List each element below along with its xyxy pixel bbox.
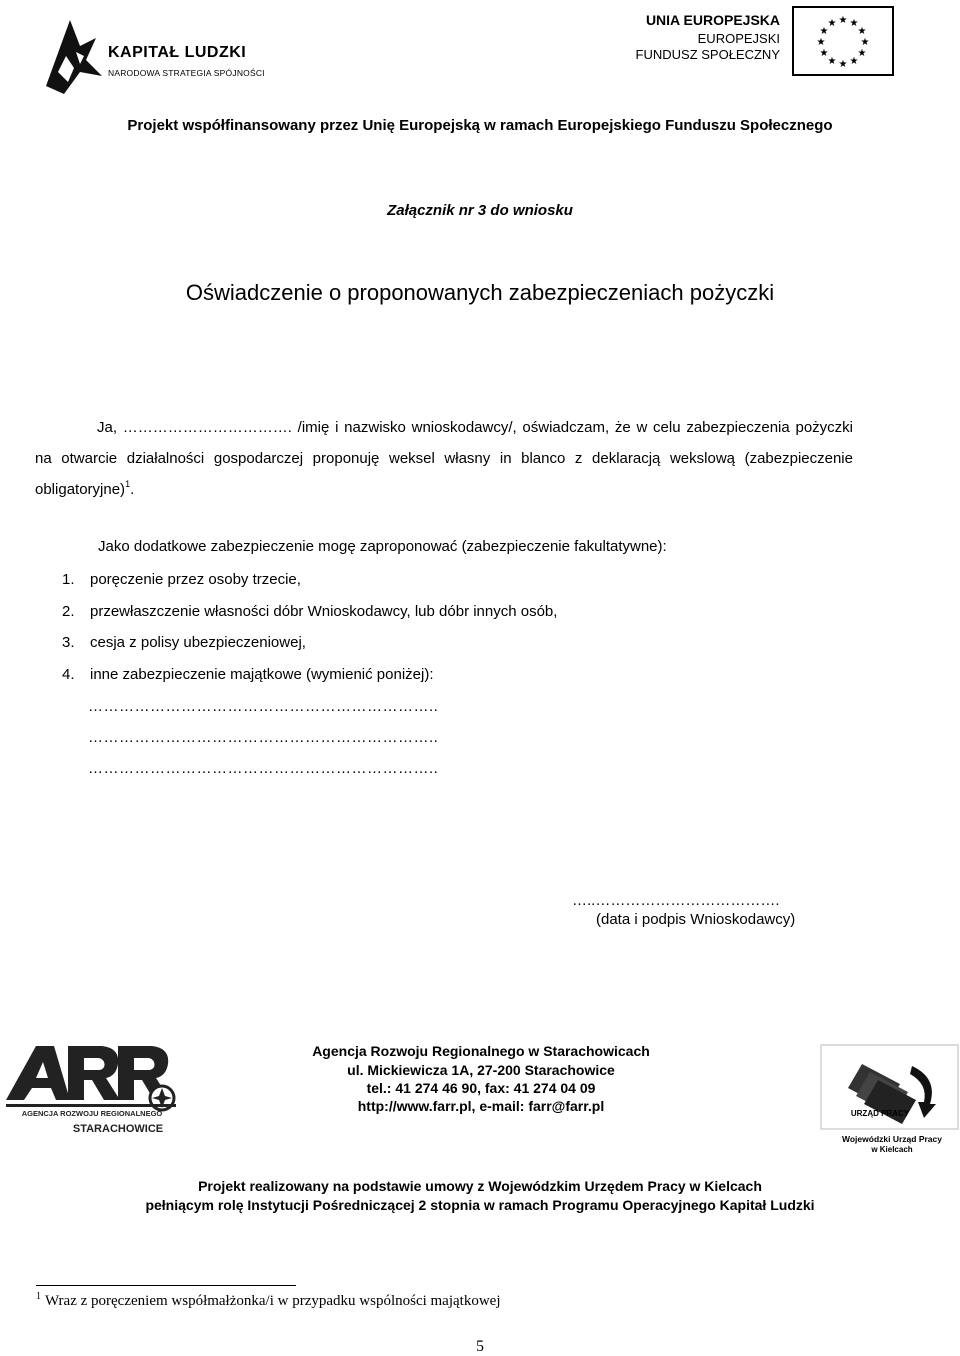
kapital-ludzki-subtitle: NARODOWA STRATEGIA SPÓJNOŚCI <box>108 68 265 78</box>
svg-text:★: ★ <box>860 37 870 48</box>
agency-name: Agencja Rozwoju Regionalnego w Starachowicach <box>312 1043 650 1059</box>
agency-phone: tel.: 41 274 46 90, fax: 41 274 04 09 <box>366 1080 596 1096</box>
svg-text:★: ★ <box>838 15 848 26</box>
fill-in-line: ………………………………………………………….. <box>88 729 439 746</box>
footnote-text: Wraz z poręczeniem współmałżonka/i w przypadku wspólności majątkowej <box>45 1293 501 1309</box>
wup-logo-label: URZĄD PRACY <box>850 1109 910 1118</box>
fill-in-line: ………………………………………………………….. <box>88 760 439 777</box>
declaration-text: Ja, ……………………………. /imię i nazwisko wnioskodawcy/, oświadczam, że w celu zabezpieczenia pożyczki na otwarcie działalności gospodarczej proponuję weksel własny in blanco z deklaracją wekslową (zabezpieczenie obligatoryjne) <box>35 419 853 498</box>
arr-logo-city: STARACHOWICE <box>72 1123 164 1135</box>
footnote <box>36 1293 501 1310</box>
svg-text:★: ★ <box>849 56 859 67</box>
footnote-separator <box>36 1285 296 1286</box>
svg-text:★: ★ <box>849 18 859 29</box>
page-number: 5 <box>476 1338 484 1355</box>
svg-text:★: ★ <box>827 18 837 29</box>
attachment-label: Załącznik nr 3 do wniosku <box>387 202 573 219</box>
wup-logo-name: Wojewódzki Urząd Pracy <box>842 1134 942 1144</box>
declaration-paragraph <box>35 412 853 505</box>
list-item: 4. inne zabezpieczenie majątkowe (wymienić poniżej): <box>62 666 434 683</box>
signature-label: (data i podpis Wnioskodawcy) <box>596 911 796 928</box>
wup-logo <box>820 1044 960 1156</box>
footnote-number: 1 <box>36 1291 41 1302</box>
project-realized-line2: pełniącym rolę Instytucji Pośredniczącej 2 stopnia w ramach Programu Operacyjnego Kapitał Ludzki <box>145 1197 815 1213</box>
ue-fund-line2: FUNDUSZ SPOŁECZNY <box>635 47 780 62</box>
project-cofinancing-line: Projekt współfinansowany przez Unię Europejską w ramach Europejskiego Funduszu Społecznego <box>127 117 833 134</box>
eu-flag-icon <box>792 6 894 76</box>
agency-web: http://www.farr.pl, e-mail: farr@farr.pl <box>357 1098 605 1114</box>
svg-text:★: ★ <box>838 59 848 70</box>
svg-text:★: ★ <box>819 26 829 37</box>
optional-security-intro: Jako dodatkowe zabezpieczenie mogę zaproponować (zabezpieczenie fakultatywne): <box>98 538 667 555</box>
list-item: 3. cesja z polisy ubezpieczeniowej, <box>62 634 306 651</box>
agency-address: ul. Mickiewicza 1A, 27-200 Starachowice <box>347 1062 615 1078</box>
svg-text:★: ★ <box>857 48 867 59</box>
ue-title: UNIA EUROPEJSKA <box>645 12 780 28</box>
wup-logo-city: w Kielcach <box>871 1145 913 1154</box>
svg-text:★: ★ <box>819 48 829 59</box>
signature-line: …..………………………………. <box>572 892 780 909</box>
kapital-ludzki-name: KAPITAŁ LUDZKI <box>108 44 247 61</box>
svg-text:★: ★ <box>816 37 826 48</box>
fill-in-line: ………………………………………………………….. <box>88 698 439 715</box>
arr-logo <box>2 1040 182 1136</box>
arr-logo-text: AGENCJA ROZWOJU REGIONALNEGO <box>21 1109 163 1118</box>
project-realized-line1: Projekt realizowany na podstawie umowy z Wojewódzkim Urzędem Pracy w Kielcach <box>198 1178 762 1194</box>
svg-text:★: ★ <box>827 56 837 67</box>
ue-fund-line1: EUROPEJSKI <box>697 31 780 46</box>
footnote-reference: 1 <box>125 479 131 489</box>
list-item: 1. poręczenie przez osoby trzecie, <box>62 571 301 588</box>
document-title: Oświadczenie o proponowanych zabezpieczeniach pożyczki <box>185 280 775 305</box>
declaration-end: . <box>130 481 135 498</box>
list-item: 2. przewłaszczenie własności dóbr Wnioskodawcy, lub dóbr innych osób, <box>62 603 558 620</box>
svg-text:★: ★ <box>857 26 867 37</box>
